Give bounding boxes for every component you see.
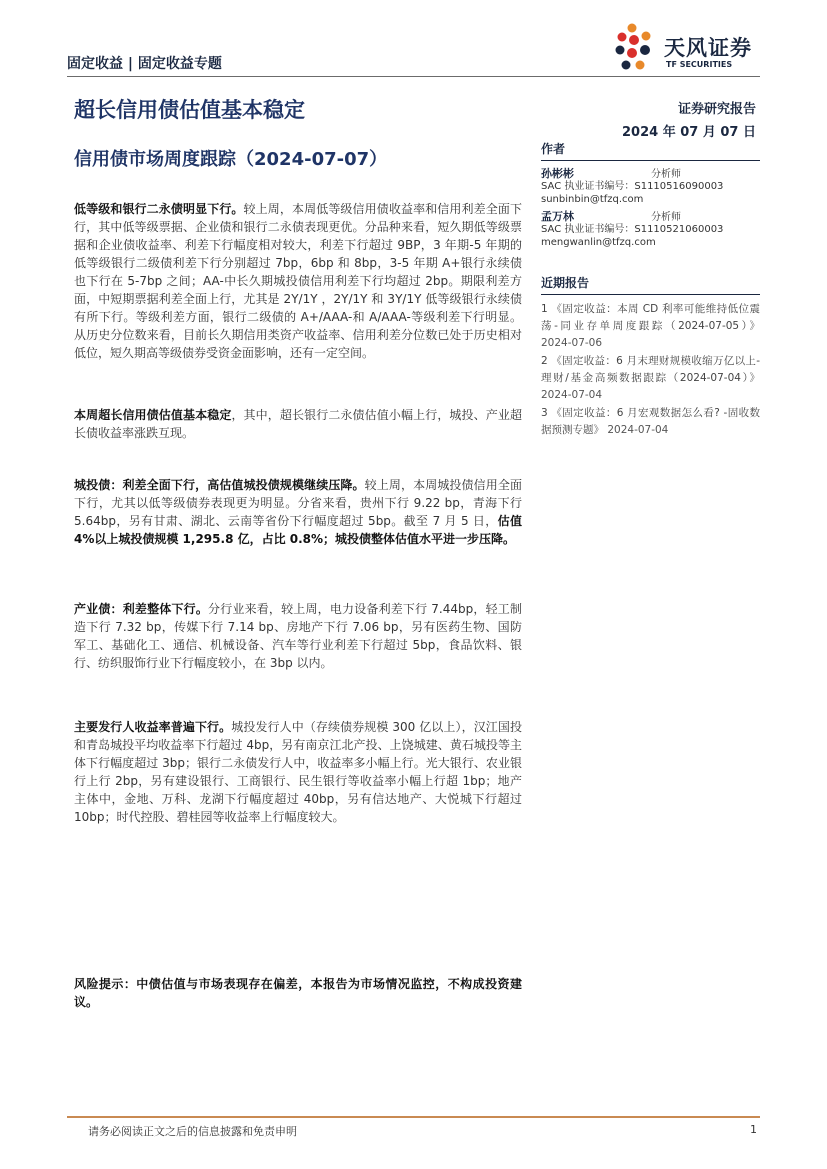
author-card [541,210,760,249]
paragraph-lead: 主要发行人收益率普遍下行。 [74,720,232,734]
paragraph-body: 较上周，本周低等级信用债收益率和信用利差全面下行，其中低等级票据、企业债和银行二永债表现更优。分品种来看，短久期低等级票据和企业债收益率、利差下行幅度相对较大，利差下行超过 9BP，3 年期-5 年期的低等级银行二级债利差下行分别超过 7bp，6bp 和 8bp，3-5 年期 A+银行永续债也下行在 5-7bp 之间；AA-中长久期城投债信用利差下行均超过 2bp。期限利差方面，中短期票据利差全面上行，尤其是 2Y/1Y ，2Y/1Y 和 3Y/1Y 低等级银行永续债有所下行。等级利差方面，银行二级债的 A+/AAA-和 A/AAA-等级利差下行明显。从历史分位数来看，目前长久期信用类资产收益率、信用利差分位数已处于历史相对低位，短久期高等级债券受资金面影响，还有一定空间。 [74,202,522,360]
risk-warning [74,975,522,1011]
report-category: 固定收益 | 固定收益专题 [67,56,222,72]
paragraph-lead: 城投债：利差全面下行，高估值城投债规模继续压降。 [74,478,365,492]
footer-divider [67,1116,760,1118]
recent-report-date: 2024-07-04 [607,424,669,436]
sub-title: 信用债市场周度跟踪（2024-07-07） [74,149,388,170]
recent-reports-section [541,274,760,439]
paragraph-lead: 产业债：利差整体下行。 [74,602,209,616]
logo-mark-icon [612,20,660,76]
author-cert: SAC 执业证书编号：S1110521060003 [541,224,724,235]
recent-report-title: 1 《固定收益：本周 CD 利率可能维持低位震荡-同业存单周度跟踪（2024-07-05）》 [541,303,760,332]
report-date: 2024 年 07 月 07 日 [622,125,756,140]
recent-report-item[interactable] [541,405,760,439]
logo-english-name: TF SECURITIES [666,60,733,69]
summary-paragraph [74,406,522,442]
paragraph-body: 分行业来看，较上周，电力设备利差下行 7.44bp，轻工制造下行 7.32 bp，传媒下行 7.14 bp、房地产下行 7.06 bp，另有医药生物、国防军工、基础化工、通信、机械设备、汽车等行业利差下行超过 5bp，食品饮料、银行、纺织服饰行业下行幅度较小，在 3bp 以内。 [74,602,522,670]
logo-chinese-name: 天风证券 [664,36,752,60]
author-role: 分析师 [651,169,681,180]
recent-report-date: 2024-07-06 [541,337,603,349]
summary-paragraph [74,600,522,672]
author-name: 孟万林 [541,210,574,223]
recent-report-item[interactable] [541,353,760,404]
company-logo [612,20,762,76]
page-number: 1 [750,1123,757,1136]
summary-paragraph [74,200,522,362]
author-email[interactable]: mengwanlin@tfzq.com [541,237,656,248]
author-role: 分析师 [651,212,681,223]
report-type: 证券研究报告 [677,102,756,117]
paragraph-tail: 估值 4%以上城投债规模 1,295.8 亿，占比 0.8%；城投债整体估值水平进一步压降。 [74,514,522,546]
paragraph-body: 城投发行人中（存续债券规模 300 亿以上），汉江国投和青岛城投平均收益率下行超过 4bp，另有南京江北产投、上饶城建、黄石城投等主体下行幅度超过 3bp；银行二永债发行人中，收益率多小幅上行。光大银行、农业银行上行 2bp，另有建设银行、工商银行、民生银行等收益率小幅上行超 1bp；地产主体中，金地、万科、龙湖下行幅度超过 40bp，另有信达地产、大悦城下行超过 10bp；时代控股、碧桂园等收益率上行幅度较大。 [74,720,522,824]
summary-paragraph [74,718,522,826]
author-email[interactable]: sunbinbin@tfzq.com [541,194,644,205]
recent-report-date: 2024-07-04 [541,389,603,401]
summary-paragraph [74,476,522,548]
header-divider [67,76,760,77]
footer-disclaimer[interactable]: 请务必阅读正文之后的信息披露和免责申明 [88,1125,297,1138]
author-cert: SAC 执业证书编号：S1110516090003 [541,181,724,192]
paragraph-body: ，其中，超长银行二永债估值小幅上行，城投、产业超长债收益率涨跌互现。 [74,408,522,440]
paragraph-body: 较上周，本周城投债信用全面下行，尤其以低等级债券表现更为明显。分省来看，贵州下行 9.22 bp，青海下行 5.64bp，另有甘肃、湖北、云南等省份下行幅度超过 5bp。截至 7 月 5 日， [74,478,522,528]
risk-warning-text: 风险提示：中债估值与市场表现存在偏差，本报告为市场情况监控，不构成投资建议。 [74,977,522,1009]
author-name: 孙彬彬 [541,167,574,180]
authors-heading: 作者 [541,140,760,161]
recent-report-item[interactable] [541,301,760,352]
authors-section [541,140,760,249]
main-title: 超长信用债估值基本稳定 [74,98,305,122]
recent-reports-heading: 近期报告 [541,274,760,295]
paragraph-lead: 低等级和银行二永债明显下行。 [74,202,244,216]
author-card [541,167,760,206]
recent-report-title: 2 《固定收益：6 月末理财规模收缩万亿以上-理财/基金高频数据跟踪（2024-07-04）》 [541,355,760,384]
recent-report-title: 3 《固定收益：6 月宏观数据怎么看? -固收数据预测专题》 [541,407,760,436]
paragraph-lead: 本周超长信用债估值基本稳定 [74,408,232,422]
